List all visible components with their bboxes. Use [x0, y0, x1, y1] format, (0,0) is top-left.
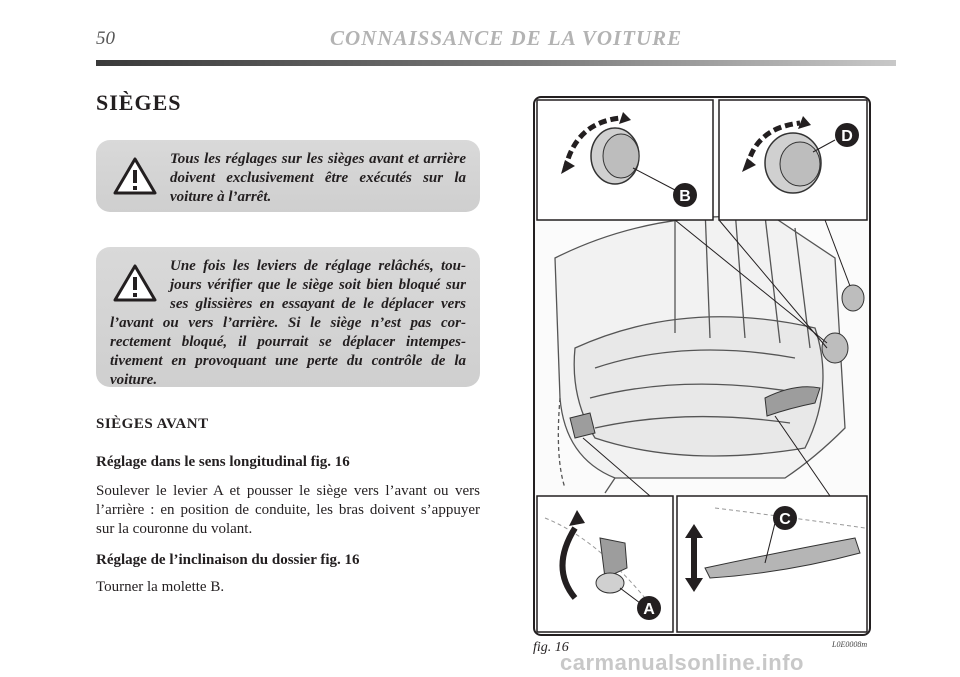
running-title: CONNAISSANCE DE LA VOITURE [330, 26, 683, 50]
seat-figure [533, 96, 871, 636]
warning-triangle-icon [112, 156, 158, 198]
page-number: 50 [96, 28, 115, 49]
section-title: SIÈGES [96, 90, 182, 115]
subsection-title: SIÈGES AVANT [96, 416, 209, 432]
backrest-heading: Réglage de l’inclinaison du dossier fig. 16 [96, 552, 360, 568]
label-c: C [779, 511, 791, 528]
figure-code: L0E0008m [832, 640, 868, 649]
watermark: carmanualsonline.info [560, 650, 804, 675]
label-b: B [679, 188, 691, 205]
figure-caption: fig. 16 [533, 640, 569, 655]
side-knob-upper [842, 285, 864, 311]
header-rule [96, 60, 896, 66]
label-a: A [643, 601, 655, 618]
warning-text-2: Une fois les leviers de réglage relâchés, toujours vérifier que le siège soit bien bloqué sur ses glissières en essayant de le déplacer vers l’avant ou vers l’arrière. Si le siège n’est pas correctement bloqué, il pourrait se déplacer intempestivement en provoquant une perte du contrôle de la voiture. [110, 258, 466, 388]
warning-box-1 [96, 140, 480, 212]
longitudinal-heading: Réglage dans le sens longitudinal fig. 16 [96, 454, 350, 470]
warning-triangle-icon [112, 263, 158, 305]
warning-text-1: Tous les réglages sur les sièges avant et arrière doivent exclusivement être exécutés sur la voiture à l’arrêt. [170, 151, 466, 205]
backrest-text: Tourner la molette B. [96, 579, 225, 595]
label-d: D [841, 128, 853, 145]
side-knob-lower [822, 333, 848, 363]
seat-illustration [555, 208, 845, 493]
lever-a-shape [570, 413, 595, 438]
warning-box-2 [96, 247, 480, 387]
longitudinal-text: Soulever le levier A et pousser le siège vers l’avant ou vers l’arrière : en position de conduite, les bras doivent s’appuyer sur la couronne du volant. [96, 483, 480, 537]
